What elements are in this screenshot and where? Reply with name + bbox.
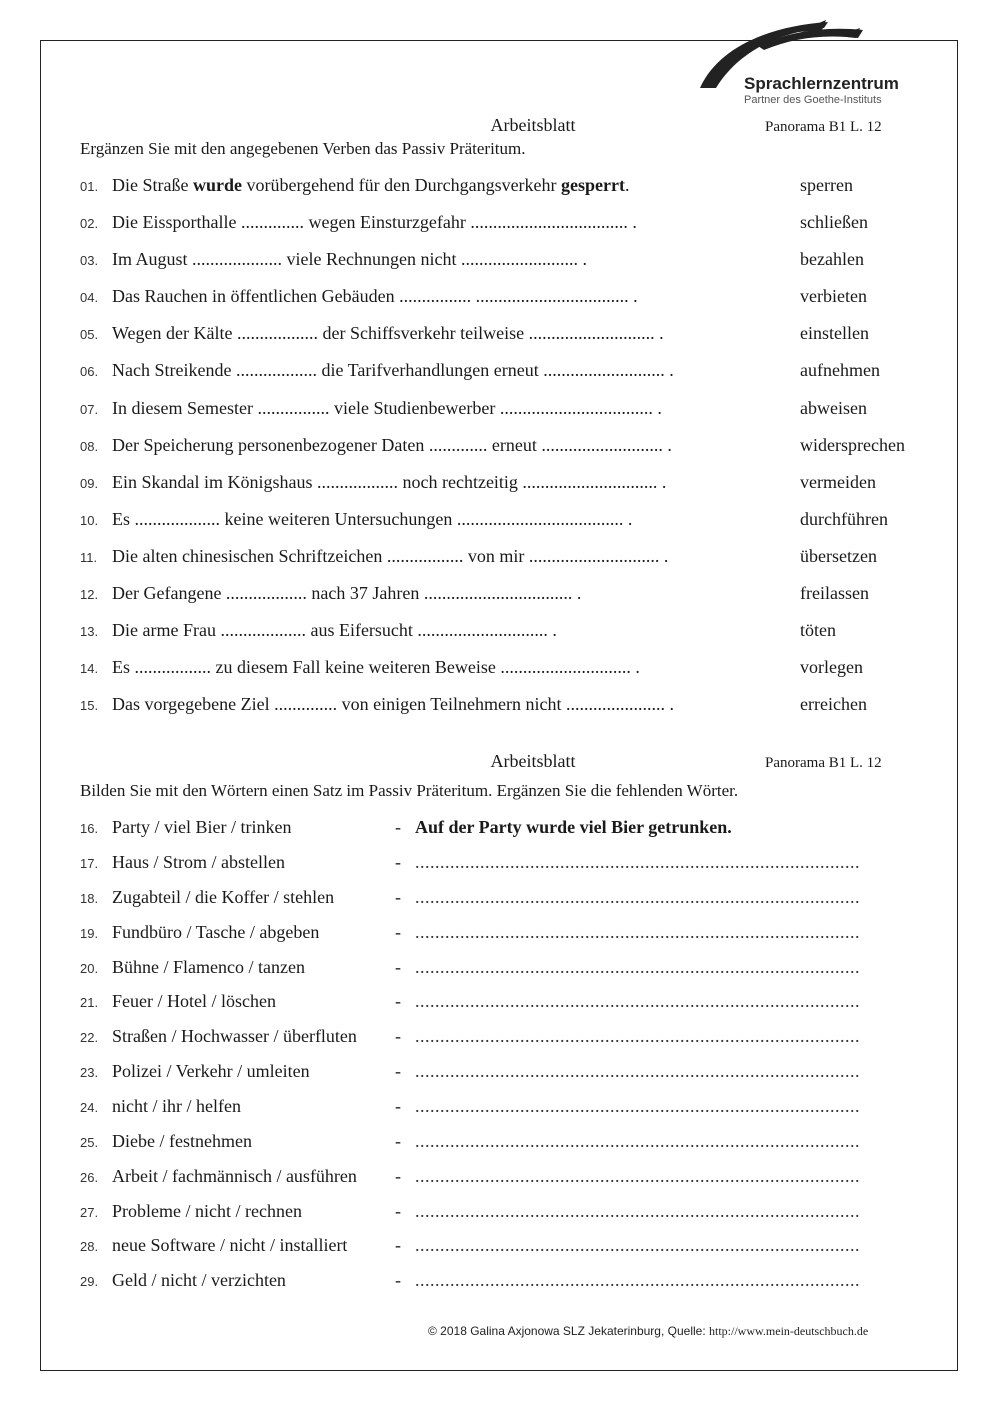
exercise-row	[80, 244, 587, 274]
dash: -	[395, 1166, 401, 1186]
item-number: 28.	[80, 1239, 99, 1254]
answer-blank[interactable]: .........................................................................................	[415, 1061, 860, 1081]
word-prompt: Polizei / Verkehr / umleiten	[112, 1061, 310, 1081]
exercise-row	[80, 882, 860, 912]
item-number: 19.	[80, 926, 99, 941]
sentence-with-blanks: Der Gefangene .................. nach 37 Jahren ................................. .	[112, 583, 582, 603]
verb-hint: durchführen	[800, 509, 888, 529]
item-number: 11.	[80, 550, 98, 565]
instruction-2: Bilden Sie mit den Wörtern einen Satz im Passiv Präteritum. Ergänzen Sie die fehlenden Wörter.	[80, 781, 739, 800]
item-number: 26.	[80, 1170, 99, 1185]
verb-hint: verbieten	[800, 286, 867, 306]
dash: -	[395, 1201, 401, 1221]
item-number: 21.	[80, 995, 99, 1010]
verb-hint: freilassen	[800, 583, 869, 603]
example-answer: Auf der Party wurde viel Bier getrunken.	[415, 817, 732, 837]
worksheet-reference-1: Panorama B1 L. 12	[765, 119, 882, 135]
verb-hint: widersprechen	[800, 435, 905, 455]
worksheet-title-2: Arbeitsblatt	[490, 751, 576, 771]
exercise-row	[80, 393, 662, 423]
verb-hint: bezahlen	[800, 249, 864, 269]
word-prompt: Bühne / Flamenco / tanzen	[112, 957, 305, 977]
exercise-row	[80, 1021, 860, 1051]
logo-name: Sprachlernzentrum	[744, 74, 899, 93]
verb-hint: vorlegen	[800, 657, 863, 677]
item-number: 18.	[80, 891, 99, 906]
sentence-with-blanks: Das Rauchen in öffentlichen Gebäuden ................ .................................. .	[112, 286, 638, 306]
dash: -	[395, 817, 401, 837]
item-number: 08.	[80, 439, 99, 454]
exercise-row	[80, 1126, 860, 1156]
exercise-row-example	[80, 170, 630, 200]
sentence-with-blanks: Es ................. zu diesem Fall keine weiteren Beweise ............................. .	[112, 657, 640, 677]
item-number: 03.	[80, 253, 99, 268]
item-number: 16.	[80, 821, 99, 836]
answer-blank[interactable]: .........................................................................................	[415, 852, 860, 872]
sentence-with-blanks: Die alten chinesischen Schriftzeichen ................. von mir ............................. .	[112, 546, 669, 566]
exercise-row	[80, 1161, 860, 1191]
verb-hint: einstellen	[800, 323, 869, 343]
footer	[428, 1324, 868, 1339]
word-prompt: nicht / ihr / helfen	[112, 1096, 241, 1116]
dash: -	[395, 1061, 401, 1081]
answer-blank[interactable]: .........................................................................................	[415, 922, 860, 942]
exercise-row	[80, 541, 668, 571]
item-number: 25.	[80, 1135, 99, 1150]
example-sentence: Die Straße wurde vorübergehend für den Durchgangsverkehr gesperrt.	[112, 175, 630, 195]
answer-blank[interactable]: .........................................................................................	[415, 887, 860, 907]
exercise-row	[80, 318, 664, 348]
word-prompt: Arbeit / fachmännisch / ausführen	[112, 1166, 357, 1186]
answer-blank[interactable]: .........................................................................................	[415, 1131, 860, 1151]
dash: -	[395, 852, 401, 872]
answer-blank[interactable]: .........................................................................................	[415, 1096, 860, 1116]
item-number: 27.	[80, 1205, 99, 1220]
item-number: 20.	[80, 961, 99, 976]
sentence-with-blanks: Die Eissporthalle .............. wegen Einsturzgefahr ................................... .	[112, 212, 637, 232]
item-number: 01.	[80, 179, 99, 194]
word-prompt: Geld / nicht / verzichten	[112, 1270, 286, 1290]
sentence-with-blanks: Die arme Frau ................... aus Eifersucht ............................. .	[112, 620, 557, 640]
sentence-with-blanks: Nach Streikende .................. die Tarifverhandlungen erneut ........................... .	[112, 360, 674, 380]
word-prompt: Diebe / festnehmen	[112, 1131, 252, 1151]
exercise-row	[80, 430, 672, 460]
exercise-row	[80, 689, 674, 719]
verb-hint: erreichen	[800, 694, 867, 714]
item-number: 24.	[80, 1100, 99, 1115]
dash: -	[395, 1270, 401, 1290]
exercise-row-example-2	[80, 812, 732, 842]
exercise-row	[80, 578, 581, 608]
exercise-row	[80, 652, 640, 682]
verb-hint: vermeiden	[800, 472, 876, 492]
dash: -	[395, 957, 401, 977]
item-number: 22.	[80, 1030, 99, 1045]
word-prompt: Straßen / Hochwasser / überfluten	[112, 1026, 357, 1046]
verb-hint: übersetzen	[800, 546, 877, 566]
logo	[698, 18, 918, 118]
item-number: 13.	[80, 624, 99, 639]
dash: -	[395, 887, 401, 907]
item-number: 02.	[80, 216, 99, 231]
answer-blank[interactable]: .........................................................................................	[415, 1201, 860, 1221]
word-prompt: Probleme / nicht / rechnen	[112, 1201, 302, 1221]
answer-blank[interactable]: .........................................................................................	[415, 957, 860, 977]
word-prompt: Fundbüro / Tasche / abgeben	[112, 922, 320, 942]
sentence-with-blanks: In diesem Semester ................ viele Studienbewerber .................................. .	[112, 398, 662, 418]
exercise-row	[80, 615, 557, 645]
item-number: 29.	[80, 1274, 99, 1289]
logo-subtitle: Partner des Goethe-Instituts	[744, 94, 882, 106]
exercise-row	[80, 1091, 860, 1121]
word-prompt: Zugabteil / die Koffer / stehlen	[112, 887, 335, 907]
exercise-row	[80, 1196, 860, 1226]
word-prompt: neue Software / nicht / installiert	[112, 1235, 348, 1255]
exercise-row	[80, 207, 637, 237]
source-link[interactable]: http://www.mein-deutschbuch.de	[709, 1324, 869, 1338]
item-number: 15.	[80, 698, 99, 713]
sentence-with-blanks: Es ................... keine weiteren Untersuchungen ..................................... .	[112, 509, 633, 529]
exercise-row	[80, 917, 860, 947]
item-number: 17.	[80, 856, 99, 871]
copyright-text: © 2018 Galina Axjonowa SLZ Jekaterinburg, Quelle:	[428, 1324, 710, 1338]
exercise-row	[80, 986, 860, 1016]
exercise-row	[80, 467, 666, 497]
item-number: 05.	[80, 327, 99, 342]
verb-hint: töten	[800, 620, 836, 640]
instruction-1: Ergänzen Sie mit den angegebenen Verben das Passiv Präteritum.	[80, 139, 526, 158]
item-number: 04.	[80, 290, 99, 305]
dash: -	[395, 1235, 401, 1255]
exercise-row	[80, 355, 674, 385]
answer-blank[interactable]: .........................................................................................	[415, 1166, 860, 1186]
verb-hint: abweisen	[800, 398, 867, 418]
item-number: 12.	[80, 587, 99, 602]
sentence-with-blanks: Der Speicherung personenbezogener Daten ............. erneut ........................... .	[112, 435, 672, 455]
verb-hint: aufnehmen	[800, 360, 880, 380]
answer-blank[interactable]: .........................................................................................	[415, 991, 860, 1011]
dash: -	[395, 1096, 401, 1116]
word-prompt: Haus / Strom / abstellen	[112, 852, 285, 872]
verb-hint: sperren	[800, 175, 853, 195]
sentence-with-blanks: Wegen der Kälte .................. der Schiffsverkehr teilweise ............................ .	[112, 323, 664, 343]
exercise-row	[80, 952, 860, 982]
dash: -	[395, 1026, 401, 1046]
exercise-row	[80, 1230, 860, 1260]
exercise-row	[80, 847, 860, 877]
sentence-with-blanks: Das vorgegebene Ziel .............. von einigen Teilnehmern nicht ...................... .	[112, 694, 674, 714]
item-number: 23.	[80, 1065, 99, 1080]
answer-blank[interactable]: .........................................................................................	[415, 1235, 860, 1255]
sentence-with-blanks: Im August .................... viele Rechnungen nicht .......................... .	[112, 249, 587, 269]
word-prompt: Party / viel Bier / trinken	[112, 817, 292, 837]
verb-hint: schließen	[800, 212, 868, 232]
answer-blank[interactable]: .........................................................................................	[415, 1026, 860, 1046]
worksheet-title-1: Arbeitsblatt	[490, 115, 576, 135]
sentence-with-blanks: Ein Skandal im Königshaus .................. noch rechtzeitig .............................. .	[112, 472, 667, 492]
exercise-row	[80, 281, 638, 311]
item-number: 07.	[80, 402, 99, 417]
exercise-row	[80, 504, 632, 534]
exercise-row	[80, 1265, 860, 1295]
word-prompt: Feuer / Hotel / löschen	[112, 991, 276, 1011]
dash: -	[395, 991, 401, 1011]
item-number: 10.	[80, 513, 99, 528]
item-number: 06.	[80, 364, 99, 379]
item-number: 14.	[80, 661, 99, 676]
worksheet-reference-2: Panorama B1 L. 12	[765, 755, 882, 771]
dash: -	[395, 1131, 401, 1151]
dash: -	[395, 922, 401, 942]
answer-blank[interactable]: .........................................................................................	[415, 1270, 860, 1290]
exercise-row	[80, 1056, 860, 1086]
item-number: 09.	[80, 476, 99, 491]
